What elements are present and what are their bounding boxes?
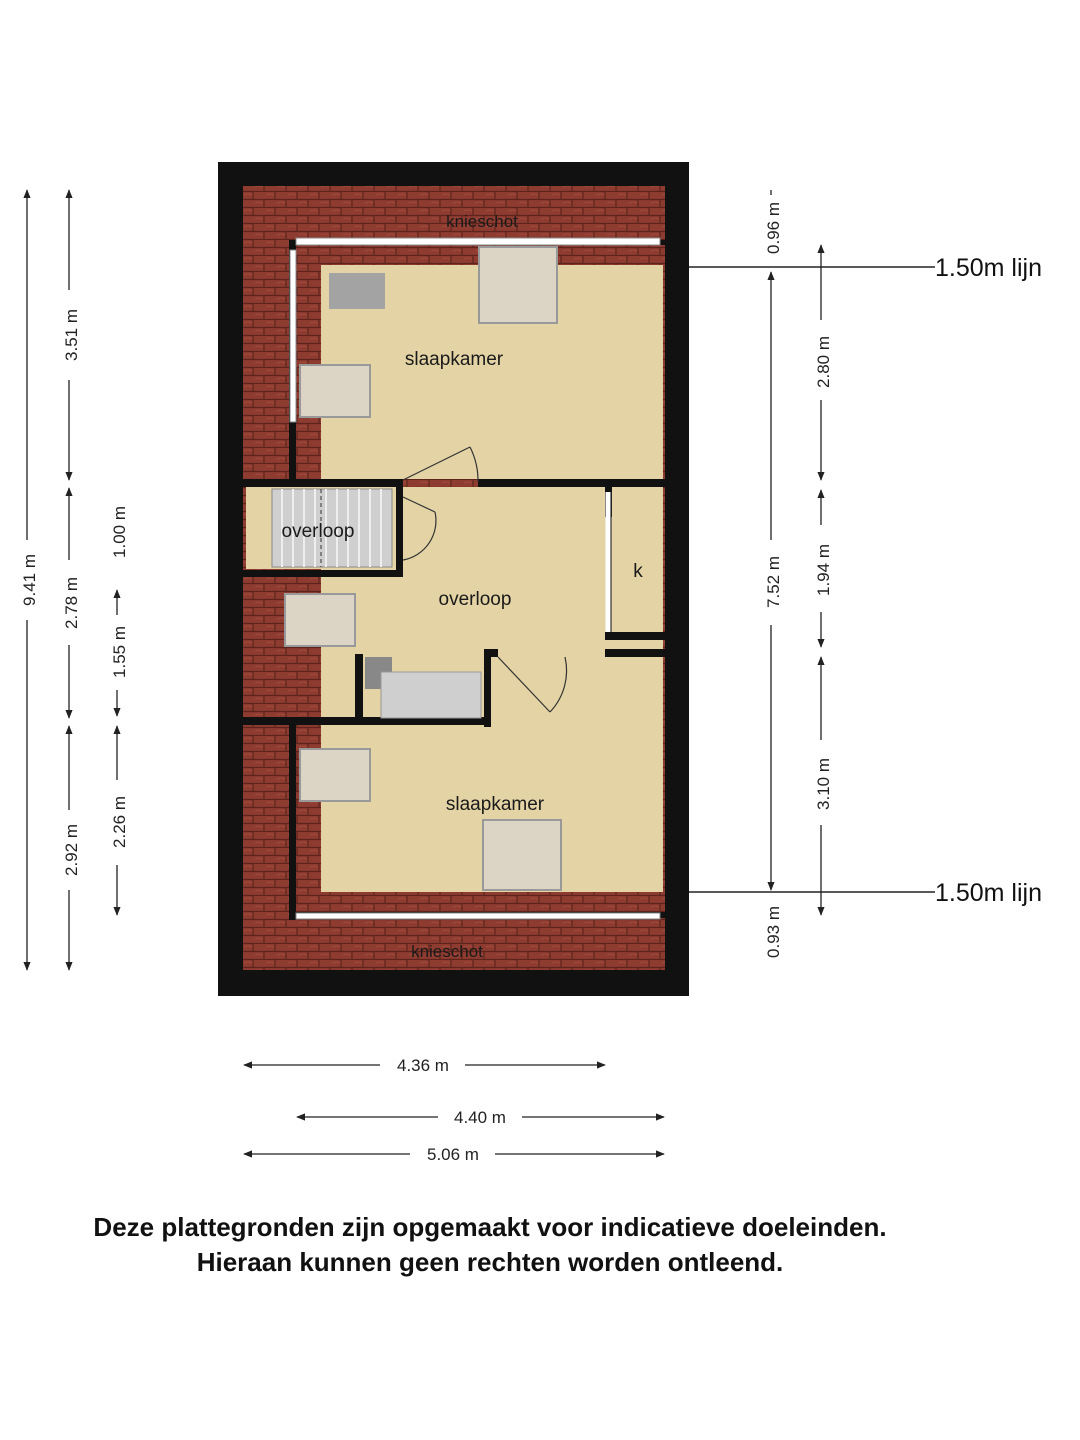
- dim-right-a: 2.80 m: [814, 336, 833, 388]
- label-kneewall-top: knieschot: [446, 212, 518, 231]
- dim-left-top: 3.51 m: [62, 309, 81, 361]
- line-150-bottom-label: 1.50m lijn: [935, 879, 1042, 907]
- dim-left-inner-c: 2.26 m: [110, 796, 129, 848]
- label-kneewall-bottom: knieschot: [411, 942, 483, 961]
- dim-left-bottom: 2.92 m: [62, 824, 81, 876]
- dim-right-b: 1.94 m: [814, 544, 833, 596]
- label-closet: k: [633, 561, 643, 582]
- disclaimer-line-1: Deze plattegronden zijn opgemaakt voor indicatieve doeleinden.: [93, 1212, 887, 1242]
- dim-bottom-b: 4.40 m: [454, 1108, 506, 1127]
- dim-left-mid: 2.78 m: [62, 577, 81, 629]
- label-bedroom-top: slaapkamer: [404, 349, 504, 370]
- dim-right-total: 7.52 m: [764, 556, 783, 608]
- dim-bottom-c: 5.06 m: [427, 1145, 479, 1164]
- dim-left-total: 9.41 m: [20, 554, 39, 606]
- dim-right-c: 3.10 m: [814, 758, 833, 810]
- counter: [381, 672, 481, 718]
- cabinet-gray: [329, 273, 385, 309]
- dim-right-top-knee: 0.96 m: [764, 202, 783, 254]
- label-landing-stairs: overloop: [281, 521, 355, 542]
- dim-bottom-a: 4.36 m: [397, 1056, 449, 1075]
- label-bedroom-bottom: slaapkamer: [445, 794, 545, 815]
- bedroom-bottom-floor-ext: [488, 655, 663, 730]
- dim-right-bottom-knee: 0.93 m: [764, 906, 783, 958]
- disclaimer-line-2: Hieraan kunnen geen rechten worden ontleend.: [196, 1247, 784, 1277]
- dim-left-inner-b: 1.55 m: [110, 626, 129, 678]
- dim-left-inner-a: 1.00 m: [110, 506, 129, 558]
- line-150-top-label: 1.50m lijn: [935, 254, 1042, 282]
- label-landing-main: overloop: [438, 589, 512, 610]
